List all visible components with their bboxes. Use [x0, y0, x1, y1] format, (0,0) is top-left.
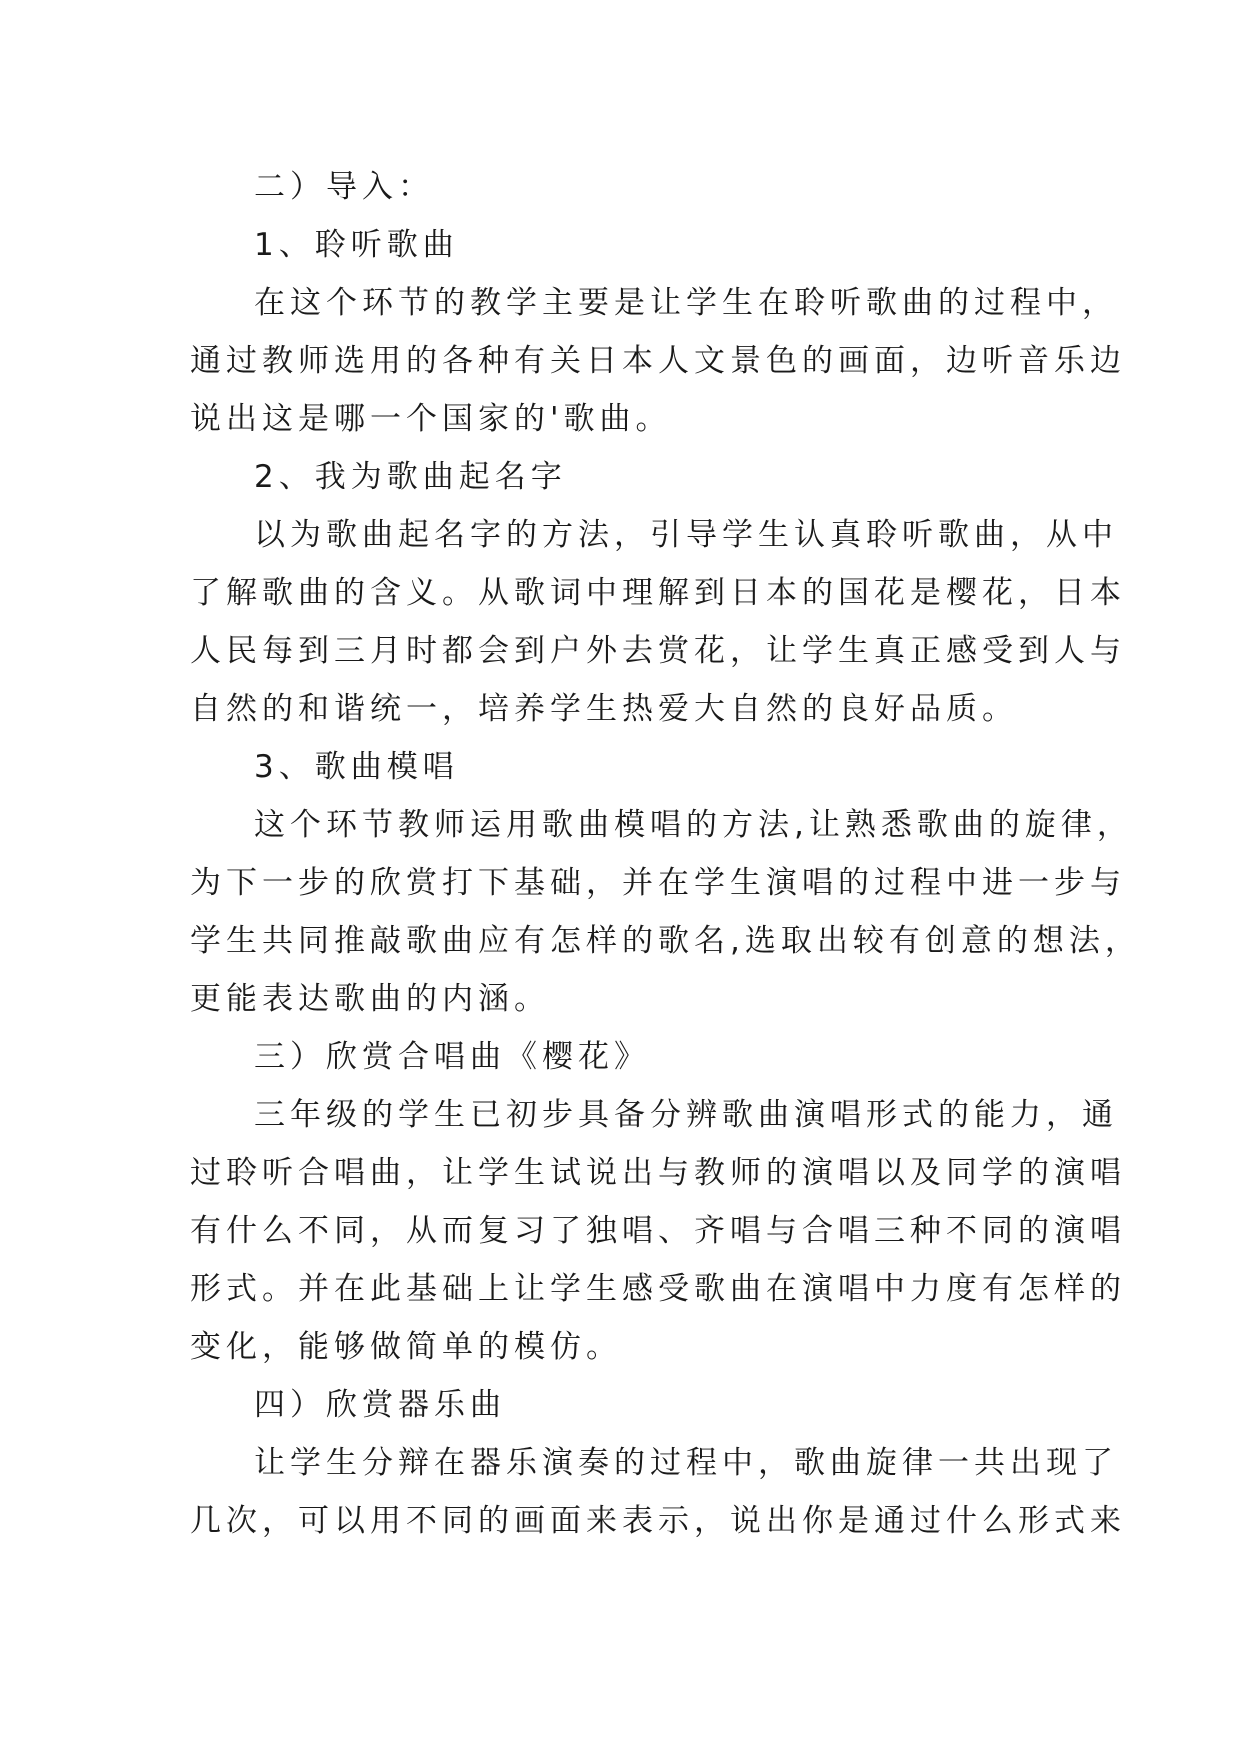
document-body: [190, 158, 1141, 1550]
paragraph-line: 以为歌曲起名字的方法，引导学生认真聆听歌曲，从中: [254, 517, 1118, 553]
section-heading: 三）欣赏合唱曲《樱花》: [254, 1039, 650, 1075]
subsection-heading: 3、歌曲模唱: [254, 749, 459, 785]
paragraph-line: 有什么不同，从而复习了独唱、齐唱与合唱三种不同的演唱: [190, 1213, 1126, 1249]
paragraph-line: 让学生分辩在器乐演奏的过程中，歌曲旋律一共出现了: [254, 1445, 1118, 1481]
subsection-heading: 2、我为歌曲起名字: [254, 459, 567, 495]
paragraph-line: 了解歌曲的含义。从歌词中理解到日本的国花是樱花，日本: [190, 575, 1126, 611]
paragraph-line: 通过教师选用的各种有关日本人文景色的画面，边听音乐边: [190, 343, 1126, 379]
paragraph-line: 这个环节教师运用歌曲模唱的方法,让熟悉歌曲的旋律，: [254, 807, 1133, 843]
section-heading: 二）导入：: [254, 169, 434, 205]
paragraph-line: 更能表达歌曲的内涵。: [190, 981, 550, 1017]
paragraph-line: 形式。并在此基础上让学生感受歌曲在演唱中力度有怎样的: [190, 1271, 1126, 1307]
paragraph-line: 在这个环节的教学主要是让学生在聆听歌曲的过程中，: [254, 285, 1118, 321]
paragraph-line: 学生共同推敲歌曲应有怎样的歌名,选取出较有创意的想法，: [190, 923, 1141, 959]
paragraph-line: 变化，能够做简单的模仿。: [190, 1329, 622, 1365]
paragraph-line: 自然的和谐统一，培养学生热爱大自然的良好品质。: [190, 691, 1018, 727]
section-heading: 四）欣赏器乐曲: [254, 1387, 506, 1423]
paragraph-line: 说出这是哪一个国家的'歌曲。: [190, 401, 672, 437]
paragraph-line: 过聆听合唱曲，让学生试说出与教师的演唱以及同学的演唱: [190, 1155, 1126, 1191]
paragraph-line: 人民每到三月时都会到户外去赏花，让学生真正感受到人与: [190, 633, 1126, 669]
paragraph-line: 几次，可以用不同的画面来表示，说出你是通过什么形式来: [190, 1503, 1126, 1539]
paragraph-line: 为下一步的欣赏打下基础，并在学生演唱的过程中进一步与: [190, 865, 1126, 901]
subsection-heading: 1、聆听歌曲: [254, 227, 459, 263]
paragraph-line: 三年级的学生已初步具备分辨歌曲演唱形式的能力，通: [254, 1097, 1118, 1133]
